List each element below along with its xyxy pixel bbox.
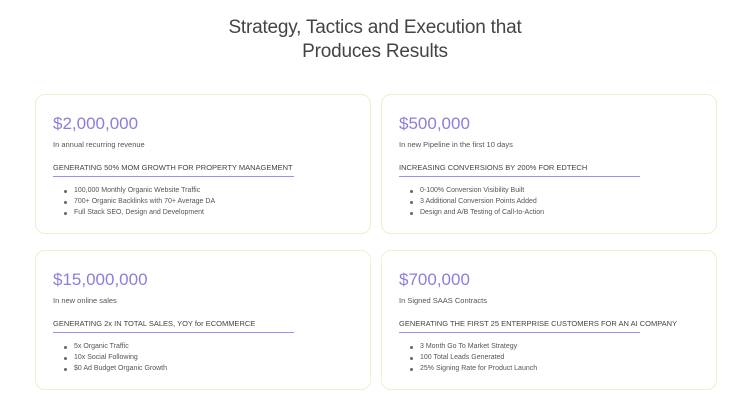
list-item: 0-100% Conversion Visibility Built [410, 186, 544, 197]
result-card-ecommerce [35, 250, 371, 390]
card-subtitle: In new Pipeline in the first 10 days [399, 140, 513, 149]
list-item: Full Stack SEO, Design and Development [64, 208, 215, 219]
list-item: 5x Organic Traffic [64, 342, 167, 353]
card-subtitle: In Signed SAAS Contracts [399, 296, 487, 305]
list-item: 25% Signing Rate for Product Launch [410, 364, 537, 375]
list-item: 3 Additional Conversion Points Added [410, 197, 544, 208]
card-amount: $2,000,000 [53, 114, 139, 133]
card-subtitle: In annual recurring revenue [53, 140, 145, 149]
card-points-list [64, 342, 167, 374]
list-item: 10x Social Following [64, 353, 167, 364]
list-item: 100 Total Leads Generated [410, 353, 537, 364]
card-points-list [410, 342, 537, 374]
list-item: Design and A/B Testing of Call-to-Action [410, 208, 544, 219]
card-tagline: INCREASING CONVERSIONS BY 200% FOR EDTECH [399, 163, 640, 177]
result-card-property-management [35, 94, 371, 234]
page-heading [0, 16, 750, 64]
list-item: $0 Ad Budget Organic Growth [64, 364, 167, 375]
card-amount: $15,000,000 [53, 270, 148, 289]
page-heading-line-2: Produces Results [302, 41, 448, 62]
list-item: 3 Month Go To Market Strategy [410, 342, 537, 353]
card-tagline: GENERATING 50% MOM GROWTH FOR PROPERTY MANAGEMENT [53, 163, 294, 177]
list-item: 100,000 Monthly Organic Website Traffic [64, 186, 215, 197]
card-amount: $500,000 [399, 114, 470, 133]
card-subtitle: In new online sales [53, 296, 117, 305]
page-heading-line-1: Strategy, Tactics and Execution that [228, 17, 522, 38]
card-tagline: GENERATING THE FIRST 25 ENTERPRISE CUSTOMERS FOR AN AI COMPANY [399, 319, 640, 333]
result-card-edtech [381, 94, 717, 234]
card-amount: $700,000 [399, 270, 470, 289]
card-tagline: GENERATING 2x IN TOTAL SALES, YOY for ECOMMERCE [53, 319, 294, 333]
card-points-list [64, 186, 215, 218]
result-card-ai-company [381, 250, 717, 390]
card-points-list [410, 186, 544, 218]
list-item: 700+ Organic Backlinks with 70+ Average DA [64, 197, 215, 208]
